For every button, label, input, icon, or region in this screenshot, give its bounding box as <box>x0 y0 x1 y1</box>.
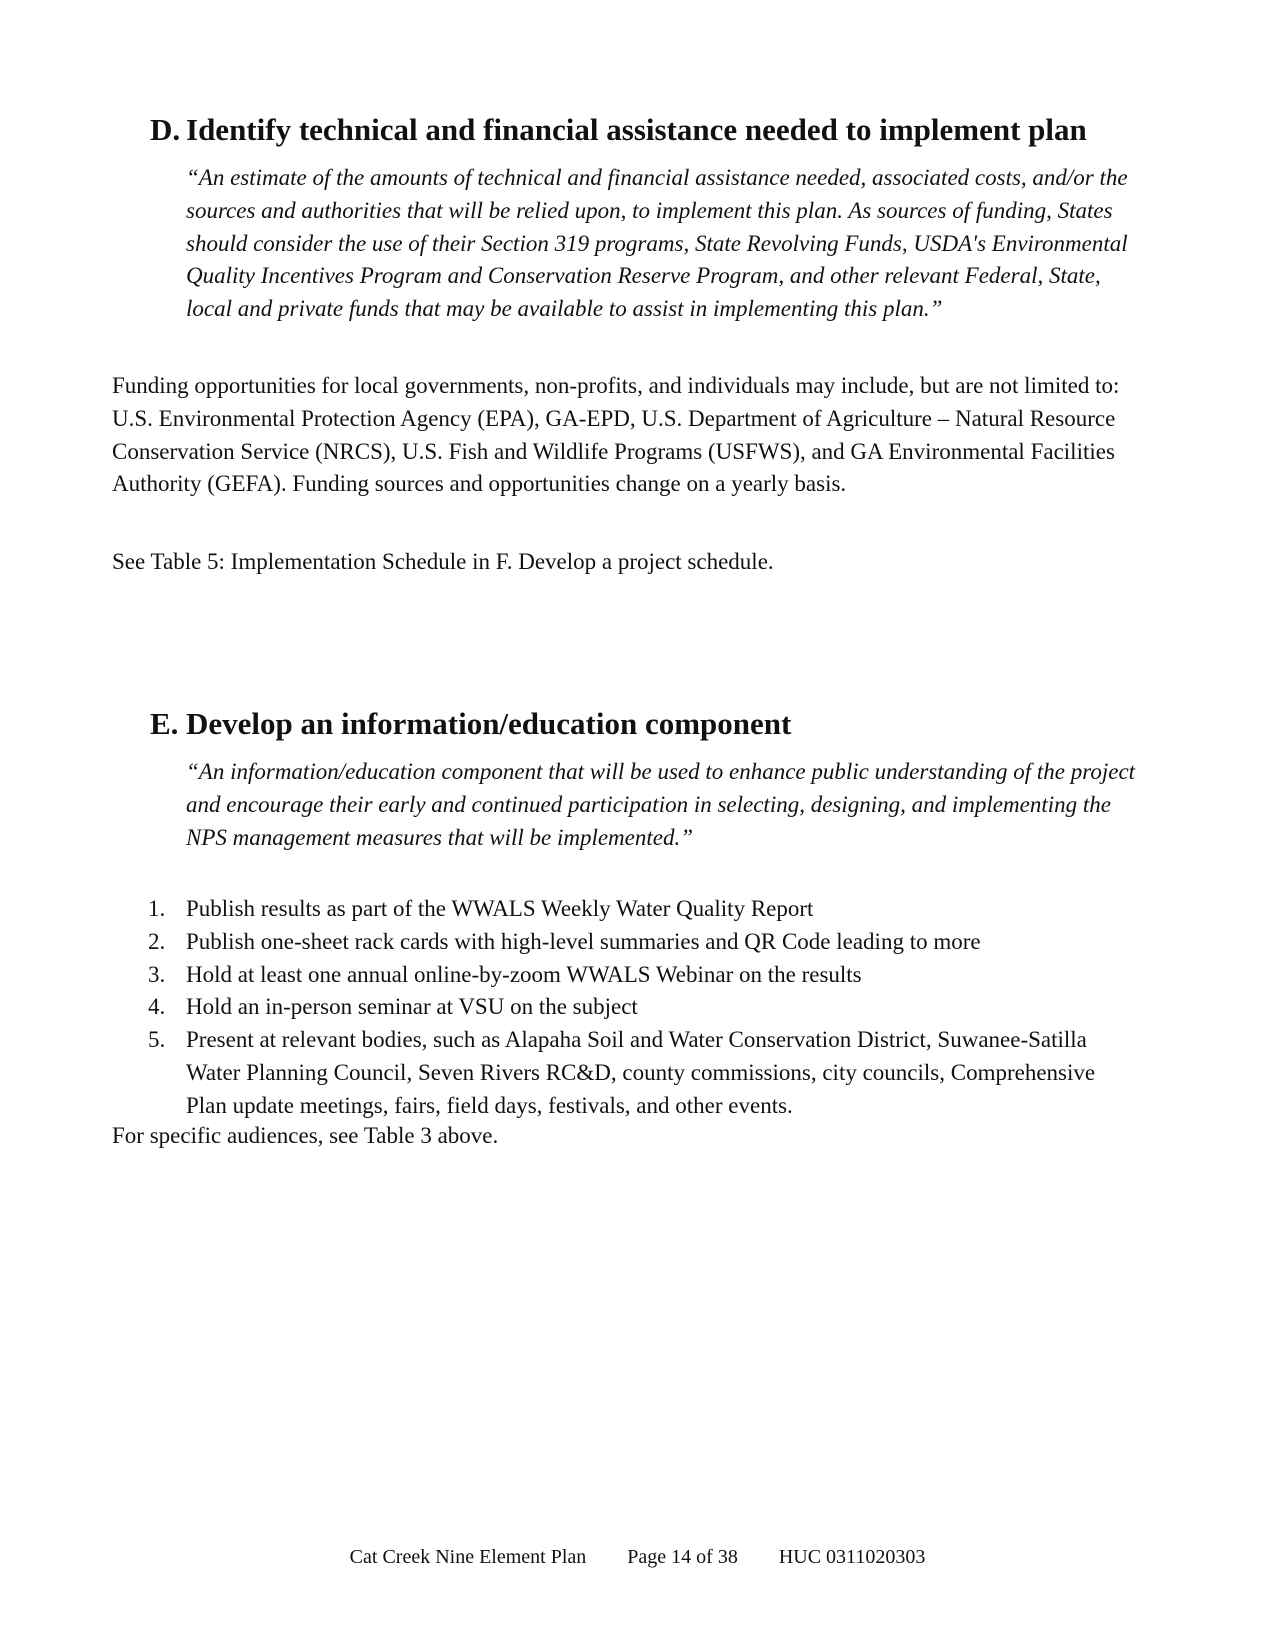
section-d-letter: D. <box>150 112 181 147</box>
list-item-text: Present at relevant bodies, such as Alapaha Soil and Water Conservation District, Suwanee-Satilla Water Planning Council, Seven Rivers RC&D, county commissions, city councils, Comprehensive Plan update meetings, fairs, field days, festivals, and other events. <box>186 1027 1096 1118</box>
section-e-title: Develop an information/education component <box>186 706 792 741</box>
education-action-list <box>112 893 1172 1123</box>
list-item-number: 1. <box>148 896 166 921</box>
list-item-text: Publish results as part of the WWALS Weekly Water Quality Report <box>186 896 814 921</box>
list-item-text: Hold an in-person seminar at VSU on the subject <box>186 994 638 1020</box>
table-reference-paragraph: See Table 5: Implementation Schedule in F. Develop a project schedule. <box>112 549 774 574</box>
list-item-number: 5. <box>148 1027 166 1053</box>
section-d-body <box>112 370 1172 501</box>
list-item-text: Publish one-sheet rack cards with high-level summaries and QR Code leading to more <box>186 928 981 954</box>
list-item-text: Hold at least one annual online-by-zoom WWALS Webinar on the results <box>186 961 862 987</box>
section-e-quote: “An information/education component that will be used to enhance public understanding of the project and encourage their early and continued participation in selecting, designing, and implementing the NPS management measures that will be implemented.” <box>186 759 1136 850</box>
section-e-closing <box>112 1120 1172 1153</box>
list-item <box>112 1024 1172 1122</box>
funding-paragraph: Funding opportunities for local governments, non-profits, and individuals may include, but are not limited to: U.S. Environmental Protection Agency (EPA), GA-EPD, U.S. Department of Agriculture – Natural Resource Conservation Service (NRCS), U.S. Fish and Wildlife Programs (USFWS), and GA Environmental Facilities Authority (GEFA). Funding sources and opportunities change on a yearly basis. <box>112 373 1120 497</box>
list-item-number: 3. <box>148 961 166 987</box>
section-e-heading <box>112 706 1172 742</box>
list-item-number: 2. <box>148 928 166 954</box>
section-d-heading <box>112 112 1172 148</box>
section-e-list-block <box>112 893 1172 1123</box>
list-item-number: 4. <box>148 994 166 1020</box>
section-d-reference <box>112 546 1172 579</box>
footer-doc-title: Cat Creek Nine Element Plan <box>349 1546 587 1568</box>
section-d <box>112 112 1172 326</box>
section-e-letter: E. <box>150 706 179 741</box>
section-d-title: Identify technical and financial assistance needed to implement plan <box>186 112 1087 147</box>
section-d-quote: “An estimate of the amounts of technical and financial assistance needed, associated costs, and/or the sources and authorities that will be relied upon, to implement this plan. As sources of funding, States should consider the use of their Section 319 programs, State Revolving Funds, USDA's Environmental Quality Incentives Program and Conservation Reserve Program, and other relevant Federal, State, local and private funds that may be available to assist in implementing this plan.” <box>186 165 1128 322</box>
footer-huc: HUC 0311020303 <box>778 1546 926 1568</box>
list-item <box>112 959 1172 992</box>
section-e <box>112 706 1172 854</box>
audiences-paragraph: For specific audiences, see Table 3 above. <box>112 1123 499 1148</box>
list-item <box>112 926 1172 959</box>
list-item <box>112 893 1172 926</box>
list-item <box>112 991 1172 1024</box>
page-footer <box>0 1545 1275 1569</box>
footer-page-number: Page 14 of 38 <box>627 1546 738 1568</box>
